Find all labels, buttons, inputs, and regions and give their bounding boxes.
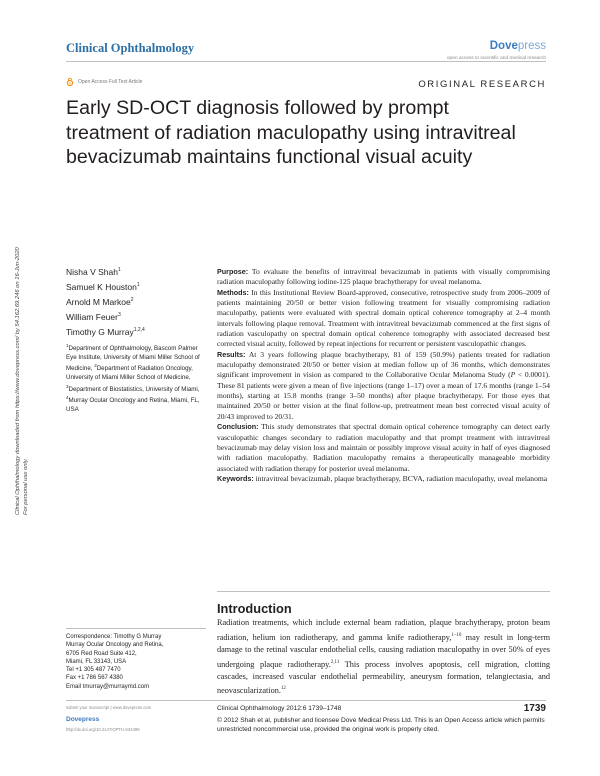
journal-name: Clinical Ophthalmology bbox=[66, 41, 195, 55]
abstract-methods: Methods: In this Institutional Review Board-approved, consecutive, retrospective study from 2006–2009 of patients maintaining 20/50 or better vision following treatment for visually compromising radiation maculopathy, patients were evaluated with spectral domain optical coherence tomography at 2–4 month intervals following plaque removal. Treatment with intravitreal bevacizumab commenced at the first signs of radiation vasculopathy on spectral domain optical coherence tomography with associated decreased best corrected visual acuity, followed by repeat injections for recurrent or persistent vasculopathic changes. bbox=[217, 287, 550, 349]
footer-publisher-logo[interactable]: Dovepress bbox=[66, 716, 100, 723]
side-note-line2: For personal use only. bbox=[23, 458, 29, 515]
section-heading-introduction: Introduction bbox=[217, 601, 292, 616]
author: Timothy G Murray$^{1,2,4}$ bbox=[66, 326, 145, 337]
article-type: ORIGINAL RESEARCH bbox=[418, 79, 546, 90]
article-title: Early SD-OCT diagnosis followed by prompt treatment of radiation maculopathy using intravitreal bevacizumab maintains functional visual acuity bbox=[66, 97, 516, 168]
author: William Feuer$^3$ bbox=[66, 311, 121, 322]
author: Arnold M Markoe$^2$ bbox=[66, 296, 134, 307]
open-access-text: Open Access Full Text Article bbox=[78, 79, 143, 85]
citation-ref[interactable]: 2,11 bbox=[330, 659, 340, 665]
citation-ref[interactable]: 12 bbox=[280, 686, 286, 692]
author: Samuel K Houston$^1$ bbox=[66, 281, 140, 292]
open-access-lock-icon bbox=[66, 78, 74, 86]
footer-rule bbox=[66, 700, 546, 701]
side-note-line1: Clinical Ophthalmology downloaded from https://www.dovepress.com/ by 54.162.69.246 on 16-Jun-2020 bbox=[15, 247, 21, 515]
open-access-label bbox=[66, 78, 142, 86]
correspondence-email[interactable]: Email tmurray@murraymd.com bbox=[66, 683, 150, 690]
abstract-results: Results: At 3 years following plaque brachytherapy, 81 of 159 (50.9%) patients treated for radiation maculopathy demonstrated 20/50 or better vision at median follow up of 36 months, which demonstrates significant improvement in vision as compared to the Collaborative Ocular Melanoma Study (P < 0.0001). These 81 patients were given a mean of five injections (range 1–17) over a mean of 17.6 months (range 1–54 months), starting at 15.8 months (range 3–50 months) after plaque brachytherapy. For those eyes that maintained 20/50 or better vision at the final follow-up, pretreatment mean best corrected visual acuity of 20/43 improved to 20/31. bbox=[217, 349, 551, 421]
submit-manuscript-link[interactable]: submit your manuscript | www.dovepress.com bbox=[66, 705, 152, 710]
abstract-keywords: Keywords: intravitreal bevacizumab, plaque brachytherapy, BCVA, radiation maculopathy, uveal melanoma bbox=[217, 473, 548, 483]
header-rule bbox=[66, 61, 546, 62]
publisher-tagline: open access to scientific and medical research bbox=[446, 56, 546, 61]
page-number: 1739 bbox=[523, 703, 546, 714]
footer-citation: Clinical Ophthalmology 2012:6 1739–1748 bbox=[217, 705, 342, 712]
introduction-paragraph: Radiation treatments, which include external beam radiation, plaque brachytherapy, proton beam radiation, helium ion radiotherapy, and gamma knife radiotherapy,$^{1-10}$ may result in long-term damage to the retinal vascular endothelial cells, causing radiation maculopathy in over 50% of eyes undergoing plaque radiotherapy.$^{2,11}$ This process involves apoptosis, cell migration, clotting cascades, increased vascular endothelial permeability, aneurysm formation, telangiectasia, and neovascularization.$^{12}$ bbox=[217, 618, 550, 696]
publisher-logo-bold: Dove bbox=[489, 40, 518, 52]
side-note bbox=[2, 160, 38, 520]
affiliations: $^1$Department of Ophthalmology, Bascom Palmer Eye Institute, University of Miami Miller School of Medicine, $^2$Department of Radiation Oncology, University of Miami Miller School of Medicine, $^3$Department of Biostatistics, University of Miami, $^4$Murray Ocular Oncology and Retina, Miami, FL, USA bbox=[66, 343, 200, 413]
citation-ref[interactable]: 1–10 bbox=[451, 632, 462, 638]
abstract-purpose: Purpose: To evaluate the benefits of intravitreal bevacizumab in patients with visually compromising radiation maculopathy following iodine-125 plaque brachytherapy for uveal melanoma. bbox=[217, 267, 550, 287]
author: Nisha V Shah$^1$ bbox=[66, 266, 121, 277]
author-list bbox=[66, 264, 145, 339]
abstract-rule bbox=[217, 591, 550, 592]
publisher-logo[interactable] bbox=[490, 40, 546, 52]
doi-link[interactable]: http://dx.doi.org/10.2147/OPTH.S34499 bbox=[66, 727, 140, 732]
abstract bbox=[217, 267, 550, 484]
publisher-logo-light: press bbox=[517, 40, 546, 52]
correspondence-rule bbox=[66, 628, 206, 629]
abstract-conclusion: Conclusion: This study demonstrates that spectral domain optical coherence tomography can detect early vasculopathic changes secondary to radiation maculopathy and that prompt treatment with intravitreal bevacizumab may delay vision loss and maintain or possibly improve visual acuity in half of eyes diagnosed with radiation maculopathy. Radiation maculopathy remains a therapeutically manageable morbidity associated with radiation therapy for posterior uveal melanoma. bbox=[217, 422, 550, 473]
correspondence: Correspondence: Timothy G Murray Murray Ocular Oncology and Retina, 6705 Red Road Suite 412, Miami, FL 33143, USA Tel +1 305 487 7470 Fax +1 786 567 4380 Email tmurray@murraymd.com bbox=[66, 633, 211, 691]
copyright-notice: © 2012 Shah et al, publisher and licensee Dove Medical Press Ltd. This is an Open Access article which permits unrestricted noncommercial use, provided the original work is properly cited. bbox=[217, 717, 545, 734]
